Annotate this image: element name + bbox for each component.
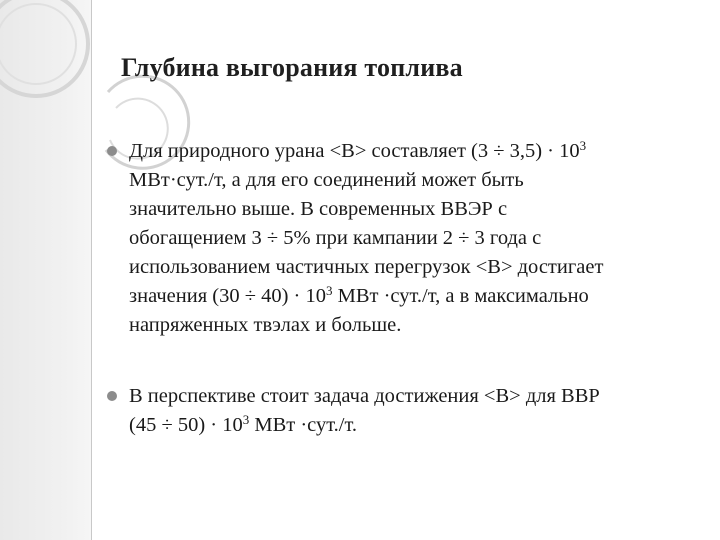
text-run: Для природного урана <B> составляет (3 ÷ 3,5) · 10 — [129, 140, 580, 162]
bullet-1-line-4 — [129, 224, 541, 253]
bullet-1-line-5 — [129, 253, 603, 282]
bullet-1-line-3 — [129, 195, 507, 224]
superscript: 3 — [579, 138, 587, 153]
text-run: МВт ·сут./т. — [249, 414, 358, 436]
bullet-2-line-2 — [129, 411, 357, 440]
bullet-marker — [107, 391, 117, 401]
text-run: значения (30 ÷ 40) · 10 — [129, 285, 326, 307]
text-run: использованием частичных перегрузок <B> достигает — [129, 256, 604, 278]
bullet-marker — [107, 146, 117, 156]
text-run: В перспективе стоит задача достижения <B> для ВВР — [129, 385, 600, 407]
text-run: обогащением 3 ÷ 5% при кампании 2 ÷ 3 года с — [129, 227, 542, 249]
bullet-2-line-1 — [129, 382, 600, 411]
superscript: 3 — [242, 412, 250, 427]
text-run: МВт ·сут./т, а в максимально — [332, 285, 589, 307]
text-run: значительно выше. В современных ВВЭР с — [129, 198, 508, 220]
text-run: напряженных твэлах и больше. — [129, 314, 402, 336]
bullet-1-line-7 — [129, 311, 401, 340]
text-run: (45 ÷ 50) · 10 — [129, 414, 243, 436]
slide-title: Глубина выгорания топлива — [121, 53, 463, 82]
superscript: 3 — [325, 283, 333, 298]
bullet-1-line-2 — [129, 166, 524, 195]
bullet-1-line-6 — [129, 282, 589, 311]
bullet-1-line-1 — [129, 137, 586, 166]
text-run: МВт·сут./т, а для его соединений может быть — [129, 169, 524, 191]
